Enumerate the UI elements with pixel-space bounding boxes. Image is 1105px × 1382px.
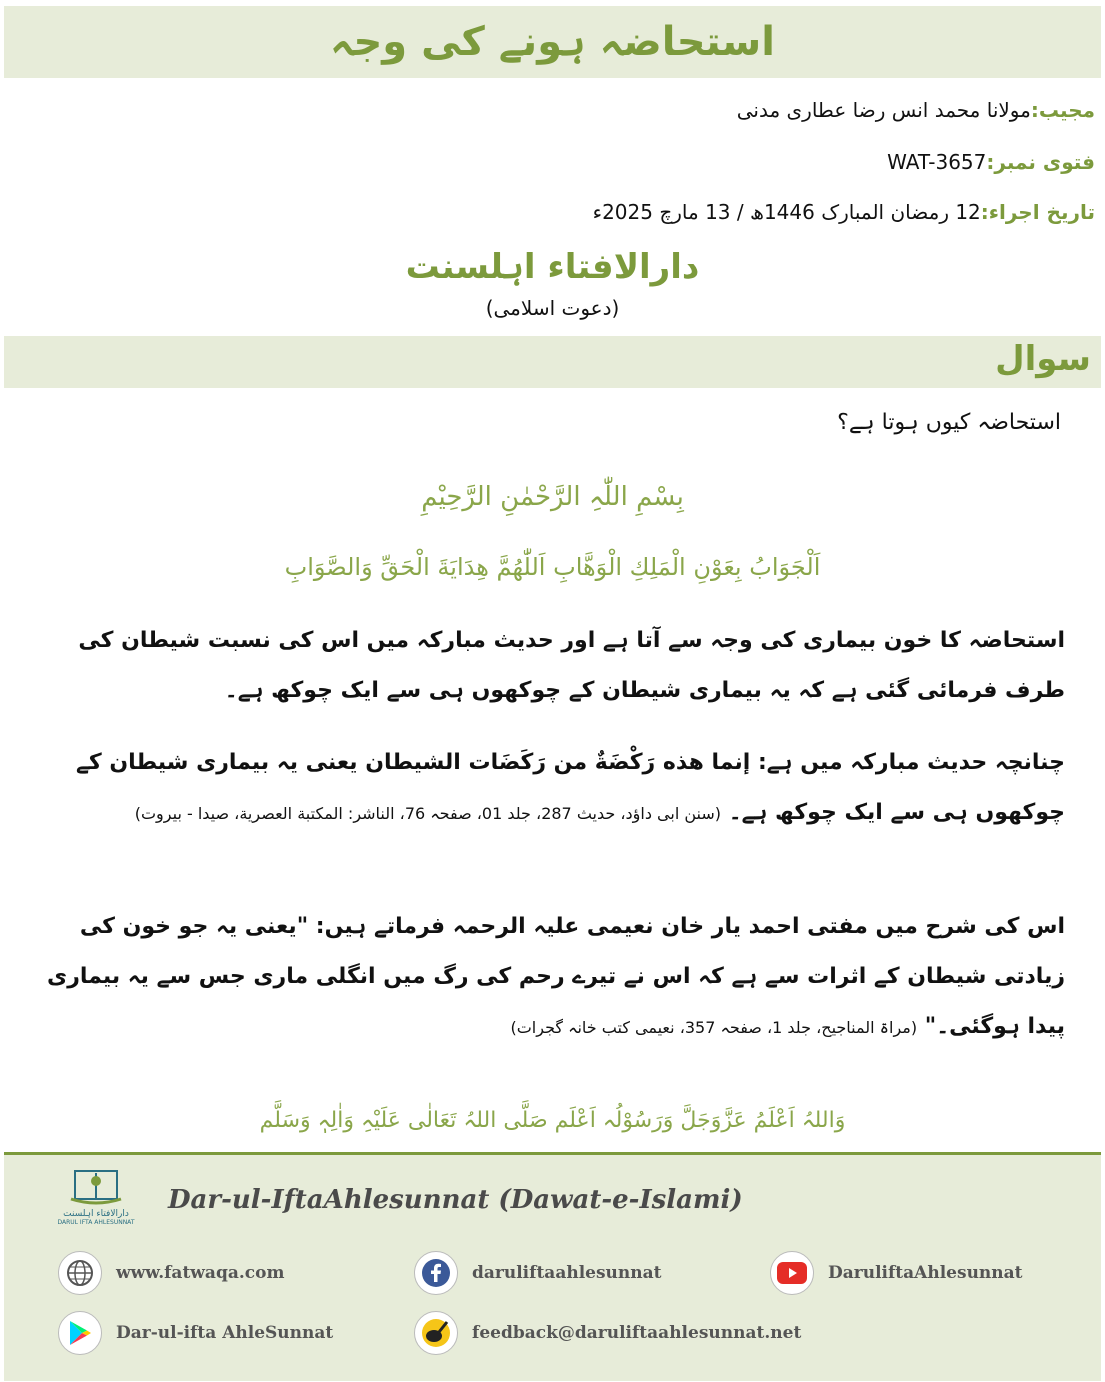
jawab-opening: اَلْجَوَابُ بِعَوْنِ الْمَلِكِ الْوَهَّابِ اَللّٰهُمَّ هِدَايَةَ الْحَقِّ وَالصَّوَابِ <box>284 553 821 581</box>
answer-paragraph-2 <box>18 738 1065 839</box>
facebook-icon <box>414 1251 458 1295</box>
fatwa-number-label: فتوی نمبر: <box>986 150 1095 174</box>
issue-date-row <box>593 200 1095 224</box>
question-band <box>4 336 1101 388</box>
logo-book-icon <box>67 1167 125 1207</box>
youtube-icon <box>770 1251 814 1295</box>
logo-subtext: DARUL IFTA AHLESUNNAT <box>57 1219 135 1226</box>
hadith-text: چنانچہ حدیث مبارکہ میں ہے: إنما هذه رَكْضَةٌ من رَكَضَات الشيطان یعنی یہ بیماری شیطان کے چوکھوں ہی سے ایک چوکھ ہے۔ <box>75 750 1065 825</box>
feedback-icon <box>414 1311 458 1355</box>
bismillah: بِسْمِ اللّٰہِ الرَّحْمٰنِ الرَّحِیْمِ <box>421 482 684 512</box>
page-title: استحاضہ ہونے کی وجہ <box>330 19 775 65</box>
answer-paragraph-1: استحاضہ کا خون بیماری کی وجہ سے آتا ہے اور حدیث مبارکہ میں اس کی نسبت شیطان کی طرف فرمائی گئی ہے کہ یہ بیماری شیطان کے چوکھوں ہی سے ایک چوکھ ہے۔ <box>78 628 1065 703</box>
logo <box>50 1167 142 1243</box>
title-band <box>4 6 1101 78</box>
play-store-icon <box>58 1311 102 1355</box>
email-link[interactable] <box>414 1311 801 1355</box>
youtube-text: DaruliftaAhlesunnat <box>828 1263 1023 1283</box>
email-text: feedback@daruliftaahlesunnat.net <box>472 1323 802 1343</box>
facebook-link[interactable] <box>414 1251 661 1295</box>
mujeeb-row <box>737 98 1095 122</box>
question-text: استحاضہ کیوں ہوتا ہے؟ <box>837 410 1061 435</box>
fatwa-number-row <box>887 150 1095 174</box>
logo-text: دارالافتاء اہلسنت <box>63 1209 129 1219</box>
fatwa-number-value: WAT-3657 <box>887 150 987 174</box>
website-link[interactable] <box>58 1251 284 1295</box>
website-text: www.fatwaqa.com <box>116 1263 285 1283</box>
mujeeb-label: مجیب: <box>1030 98 1095 122</box>
sharh-reference: (مراۃ المناجیح، جلد 1، صفحہ 357، نعیمی کتب خانہ گجرات) <box>510 1018 918 1037</box>
org-subtitle: (دعوت اسلامی) <box>485 296 620 320</box>
answer-paragraph-3 <box>18 902 1065 1053</box>
footer-title: Dar-ul-IftaAhlesunnat (Dawat-e-Islami) <box>168 1185 743 1215</box>
globe-icon <box>58 1251 102 1295</box>
footer <box>4 1152 1101 1381</box>
issue-date-label: تاریخ اجراء: <box>980 200 1095 224</box>
youtube-link[interactable] <box>770 1251 1023 1295</box>
org-name: دارالافتاء اہلسنت <box>405 247 700 287</box>
playstore-text: Dar-ul-ifta AhleSunnat <box>116 1323 334 1343</box>
question-heading: سوال <box>995 339 1091 379</box>
mujeeb-value: مولانا محمد انس رضا عطاری مدنی <box>736 98 1031 122</box>
hadith-reference: (سنن ابی داؤد، حدیث 287، جلد 01، صفحہ 76، الناشر: المكتبة العصرية، صيدا - بيروت) <box>134 804 722 823</box>
facebook-text: daruliftaahlesunnat <box>472 1263 662 1283</box>
issue-date-value: 12 رمضان المبارک 1446ھ / 13 مارچ 2025ء <box>592 200 981 224</box>
sharh-text: اس کی شرح میں مفتی احمد یار خان نعیمی علیہ الرحمہ فرماتے ہیں: "یعنی یہ جو خون کی زیادتی شیطان کے اثرات سے ہے کہ اس نے تیرے رحم کی رگ میں انگلی ماری جس سے یہ بیماری پیدا ہوگئی۔" <box>47 914 1065 1039</box>
closing-dua: وَاللہُ اَعْلَمُ عَزَّوَجَلَّ وَرَسُوْلُہ اَعْلَم صَلَّی اللہُ تَعَالٰی عَلَیْہِ وَاٰلِہٖ وَسَلَّم <box>259 1108 846 1133</box>
playstore-link[interactable] <box>58 1311 333 1355</box>
